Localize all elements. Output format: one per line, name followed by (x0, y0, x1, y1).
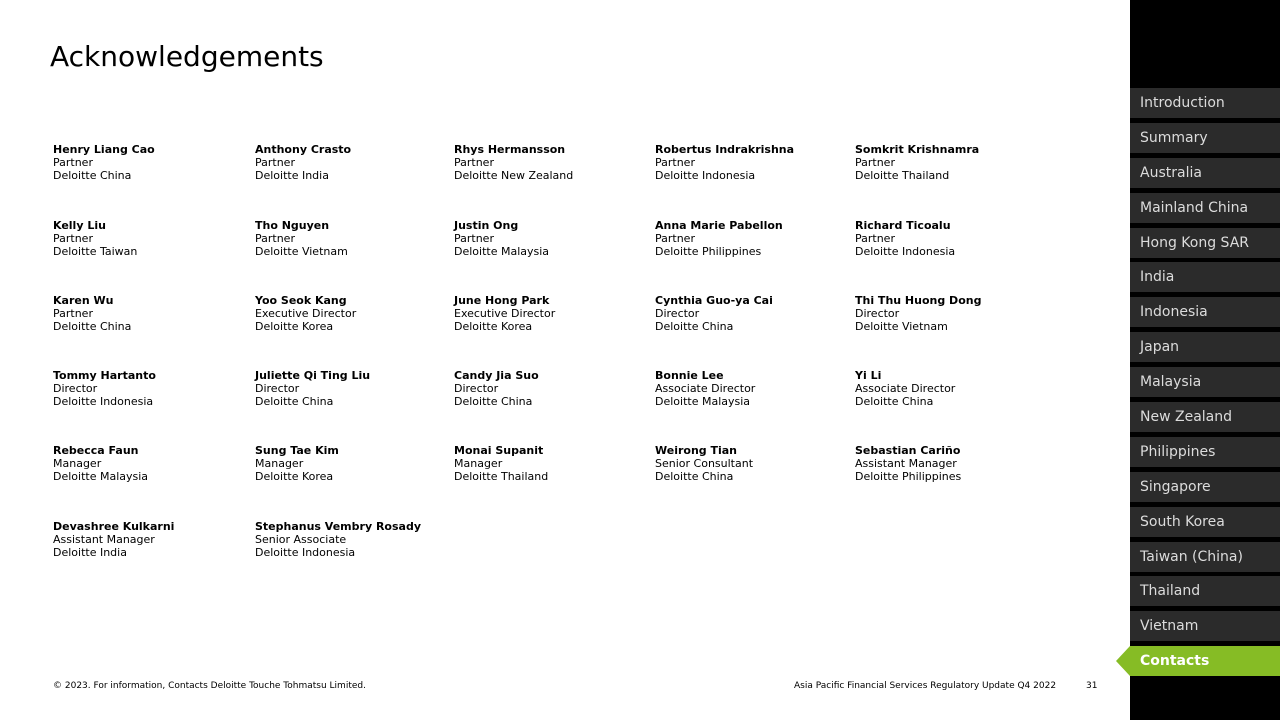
person-card (53, 143, 155, 182)
person-card (53, 520, 174, 559)
person-name: Tho Nguyen (255, 219, 330, 232)
person-name: Cynthia Guo-ya Cai (655, 294, 773, 307)
person-name: Karen Wu (53, 294, 114, 307)
footer-copyright: © 2023. For information, Contacts Deloitte Touche Tohmatsu Limited. (53, 681, 366, 691)
person-role: Director (655, 307, 700, 320)
person-card (255, 143, 351, 182)
person-org: Deloitte Korea (255, 320, 334, 333)
person-name: Anthony Crasto (255, 143, 352, 156)
person-card (255, 444, 339, 483)
person-org: Deloitte Thailand (855, 169, 950, 182)
person-org: Deloitte Korea (454, 320, 533, 333)
person-role: Assistant Manager (855, 457, 957, 470)
nav-item-australia[interactable]: Australia (1130, 158, 1280, 188)
person-org: Deloitte Malaysia (53, 470, 149, 483)
sidebar-nav (1130, 88, 1280, 681)
person-name: June Hong Park (454, 294, 550, 307)
person-name: Candy Jia Suo (454, 369, 539, 382)
person-role: Partner (255, 156, 295, 169)
person-card (53, 294, 131, 333)
nav-item-indonesia[interactable]: Indonesia (1130, 297, 1280, 327)
person-card (454, 219, 549, 258)
person-card (53, 219, 137, 258)
person-role: Executive Director (454, 307, 556, 320)
person-name: Juliette Qi Ting Liu (255, 369, 371, 382)
person-name: Bonnie Lee (655, 369, 724, 382)
person-card (855, 369, 955, 408)
person-name: Weirong Tian (655, 444, 738, 457)
person-name: Monai Supanit (454, 444, 544, 457)
person-role: Executive Director (255, 307, 357, 320)
person-name: Somkrit Krishnamra (855, 143, 980, 156)
person-name: Kelly Liu (53, 219, 106, 232)
person-name: Rhys Hermansson (454, 143, 566, 156)
person-role: Associate Director (655, 382, 756, 395)
person-role: Director (255, 382, 300, 395)
person-role: Partner (655, 156, 695, 169)
person-role: Partner (454, 156, 494, 169)
person-org: Deloitte China (53, 320, 132, 333)
person-org: Deloitte Thailand (454, 470, 549, 483)
person-name: Sebastian Cariño (855, 444, 961, 457)
nav-item-singapore[interactable]: Singapore (1130, 472, 1280, 502)
person-org: Deloitte China (855, 395, 934, 408)
nav-item-philippines[interactable]: Philippines (1130, 437, 1280, 467)
person-org: Deloitte Vietnam (855, 320, 948, 333)
person-card (655, 369, 755, 408)
person-role: Director (454, 382, 499, 395)
person-card (53, 369, 156, 408)
person-org: Deloitte China (655, 470, 734, 483)
person-card (655, 444, 753, 483)
nav-item-malaysia[interactable]: Malaysia (1130, 367, 1280, 397)
nav-item-mainland-china[interactable]: Mainland China (1130, 193, 1280, 223)
person-role: Manager (53, 457, 102, 470)
nav-item-japan[interactable]: Japan (1130, 332, 1280, 362)
person-card (454, 294, 555, 333)
person-org: Deloitte Vietnam (255, 245, 348, 258)
nav-item-thailand[interactable]: Thailand (1130, 576, 1280, 606)
nav-item-south-korea[interactable]: South Korea (1130, 507, 1280, 537)
person-org: Deloitte Philippines (855, 470, 962, 483)
nav-item-summary[interactable]: Summary (1130, 123, 1280, 153)
person-card (454, 369, 539, 408)
person-org: Deloitte Philippines (655, 245, 762, 258)
nav-item-vietnam[interactable]: Vietnam (1130, 611, 1280, 641)
person-name: Richard Ticoalu (855, 219, 951, 232)
person-card (454, 444, 548, 483)
person-card (454, 143, 573, 182)
person-role: Partner (53, 232, 93, 245)
person-name: Henry Liang Cao (53, 143, 155, 156)
person-name: Stephanus Vembry Rosady (255, 520, 421, 533)
person-role: Partner (255, 232, 295, 245)
person-role: Partner (454, 232, 494, 245)
sidebar (1130, 0, 1280, 720)
person-role: Director (855, 307, 900, 320)
nav-item-introduction[interactable]: Introduction (1130, 88, 1280, 118)
page-number: 31 (1086, 681, 1098, 691)
person-card (255, 520, 421, 559)
person-role: Partner (53, 307, 93, 320)
person-role: Partner (53, 156, 93, 169)
person-org: Deloitte Korea (255, 470, 334, 483)
footer-document-title: Asia Pacific Financial Services Regulatory Update Q4 2022 (794, 681, 1057, 691)
person-org: Deloitte Indonesia (53, 395, 154, 408)
person-org: Deloitte Indonesia (655, 169, 756, 182)
person-role: Senior Consultant (655, 457, 754, 470)
nav-item-new-zealand[interactable]: New Zealand (1130, 402, 1280, 432)
page-title: Acknowledgements (50, 40, 324, 73)
person-name: Rebecca Faun (53, 444, 139, 457)
person-name: Devashree Kulkarni (53, 520, 175, 533)
person-name: Yi Li (855, 369, 882, 382)
person-role: Manager (255, 457, 304, 470)
person-org: Deloitte Taiwan (53, 245, 138, 258)
person-card (855, 219, 955, 258)
person-org: Deloitte China (255, 395, 334, 408)
person-card (655, 143, 794, 182)
person-card (53, 444, 148, 483)
nav-item-hong-kong-sar[interactable]: Hong Kong SAR (1130, 228, 1280, 258)
person-name: Justin Ong (454, 219, 519, 232)
person-org: Deloitte Malaysia (655, 395, 751, 408)
person-card (255, 219, 348, 258)
person-org: Deloitte India (53, 546, 127, 559)
person-card (855, 143, 979, 182)
person-org: Deloitte China (454, 395, 533, 408)
person-name: Robertus Indrakrishna (655, 143, 795, 156)
person-role: Assistant Manager (53, 533, 155, 546)
person-card (655, 294, 773, 333)
person-card (855, 294, 981, 333)
person-name: Anna Marie Pabellon (655, 219, 783, 232)
nav-item-contacts[interactable]: Contacts (1130, 646, 1280, 676)
person-name: Sung Tae Kim (255, 444, 339, 457)
person-role: Partner (855, 232, 895, 245)
person-org: Deloitte New Zealand (454, 169, 574, 182)
person-card (655, 219, 783, 258)
person-role: Senior Associate (255, 533, 347, 546)
person-role: Manager (454, 457, 503, 470)
person-role: Partner (855, 156, 895, 169)
person-org: Deloitte India (255, 169, 329, 182)
person-name: Thi Thu Huong Dong (855, 294, 982, 307)
person-org: Deloitte China (53, 169, 132, 182)
person-name: Tommy Hartanto (53, 369, 156, 382)
nav-item-taiwan-china[interactable]: Taiwan (China) (1130, 542, 1280, 572)
person-role: Associate Director (855, 382, 956, 395)
person-card (255, 369, 370, 408)
person-role: Partner (655, 232, 695, 245)
person-card (855, 444, 961, 483)
person-org: Deloitte China (655, 320, 734, 333)
person-org: Deloitte Malaysia (454, 245, 550, 258)
person-org: Deloitte Indonesia (855, 245, 956, 258)
person-org: Deloitte Indonesia (255, 546, 356, 559)
person-name: Yoo Seok Kang (255, 294, 347, 307)
person-card (255, 294, 356, 333)
nav-item-india[interactable]: India (1130, 262, 1280, 292)
person-role: Director (53, 382, 98, 395)
